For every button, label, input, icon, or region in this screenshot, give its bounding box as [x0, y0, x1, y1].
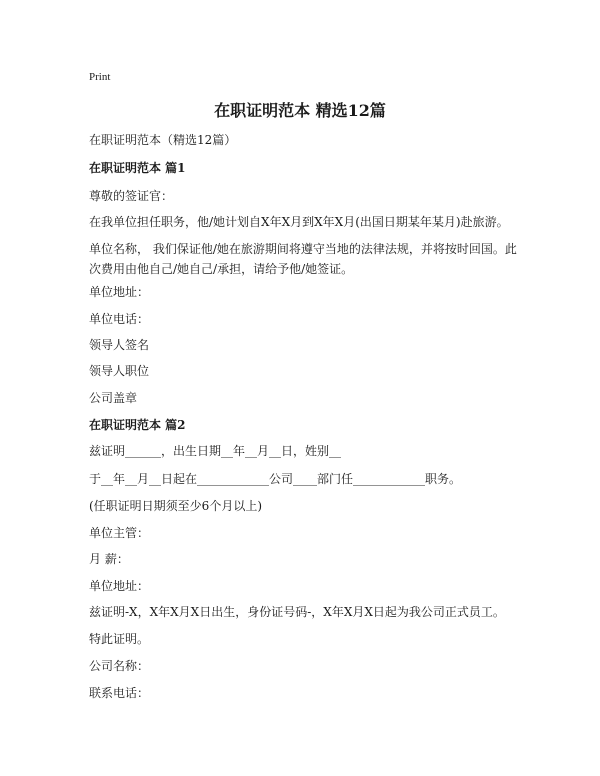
- monthly-salary: 月 薪：: [89, 552, 129, 566]
- company-seal: 公司盖章: [89, 391, 138, 405]
- section2-line-1: 兹证明______，出生日期__年__月__日，姓别__: [89, 444, 342, 458]
- section1-paragraph-1: 在我单位担任职务，他/她计划自X年X月到X年X月(出国日期某年某月)赴旅游。: [89, 215, 509, 229]
- hereby-certify: 特此证明。: [89, 632, 150, 646]
- leader-signature: 领导人签名: [89, 338, 150, 352]
- section2-note: (任职证明日期须至少6个月以上): [89, 499, 262, 513]
- section2-line-4: 兹证明-X，X年X月X日出生，身份证号码-，X年X月X日起为我公司正式员工。: [89, 605, 505, 619]
- page-title: 在职证明范本 精选12篇: [214, 101, 386, 120]
- salutation: 尊敬的签证官：: [89, 189, 174, 203]
- unit-address: 单位地址：: [89, 285, 150, 299]
- leader-position: 领导人职位: [89, 364, 150, 378]
- section2-line-2: 于__年__月__日起在____________公司____部门任____________职务。: [89, 472, 462, 486]
- section1-paragraph-2: 单位名称， 我们保证他/她在旅游期间将遵守当地的法律法规，并将按时回国。此次费用由他自己/她自己/承担，请给予他/她签证。: [89, 242, 517, 276]
- unit-phone: 单位电话：: [89, 312, 150, 326]
- section2-address: 单位地址：: [89, 579, 150, 593]
- document-subtitle: 在职证明范本（精选12篇）: [89, 133, 237, 147]
- unit-supervisor: 单位主管：: [89, 526, 150, 540]
- contact-phone: 联系电话：: [89, 686, 150, 700]
- company-name: 公司名称：: [89, 659, 150, 673]
- section2-heading: 在职证明范本 篇2: [89, 418, 186, 432]
- print-label: Print: [89, 71, 111, 83]
- section1-heading: 在职证明范本 篇1: [89, 161, 186, 175]
